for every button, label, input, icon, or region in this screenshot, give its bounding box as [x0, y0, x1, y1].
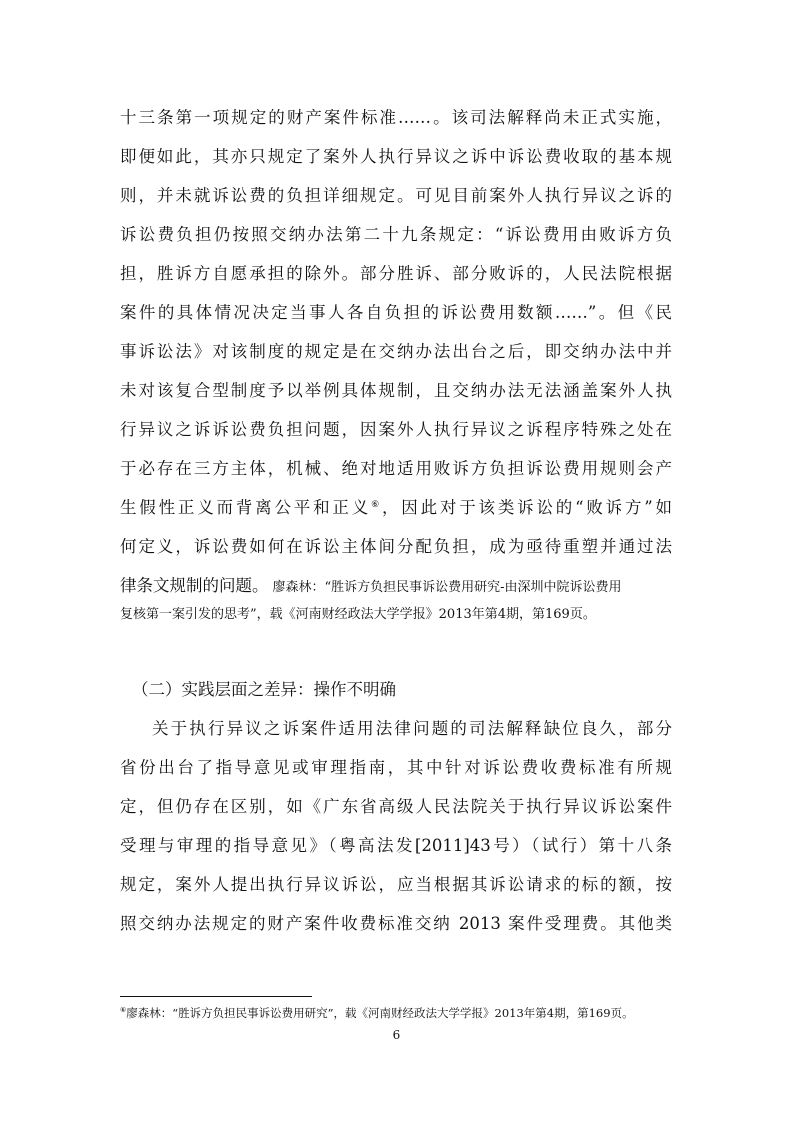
section-line: 关于执行异议之诉案件适用法律问题的司法解释缺位良久，部分 [152, 719, 672, 738]
body-text: ，因此对于该类诉讼的“败诉方”如 [381, 498, 673, 517]
page-number: 6 [392, 1028, 401, 1042]
body-line: 诉讼费负担仍按照交纳办法第二十九条规定：“诉讼费用由败诉方负 [120, 225, 672, 244]
body-line: 则，并未就诉讼费的负担详细规定。可见目前案外人执行异议之诉的 [120, 186, 672, 205]
body-line: 于必存在三方主体，机械、绝对地适用败诉方负担诉讼费用规则会产 [120, 459, 672, 478]
body-text: 生假性正义而背离公平和正义 [120, 498, 372, 517]
footnote-marker: ⑥ [120, 1006, 127, 1014]
body-line: 十三条第一项规定的财产案件标准……。该司法解释尚未正式实施， [120, 108, 672, 127]
section-line: 定，但仍存在区别，如《广东省高级人民法院关于执行异议诉讼案件 [120, 797, 672, 816]
footnote-ref-marker[interactable]: ⑥ [371, 500, 382, 510]
body-line: 即便如此，其亦只规定了案外人执行异议之诉中诉讼费收取的基本规 [120, 147, 672, 166]
section-line: 规定，案外人提出执行异议诉讼，应当根据其诉讼请求的标的额，按 [120, 875, 672, 894]
body-line: 担，胜诉方自愿承担的除外。部分胜诉、部分败诉的，人民法院根据 [120, 264, 672, 283]
section-line: 照交纳办法规定的财产案件收费标准交纳 2013 案件受理费。其他类 [120, 914, 672, 933]
section-line: 省份出台了指导意见或审理指南，其中针对诉讼费收费标准有所规 [120, 758, 672, 777]
body-line-with-footnote-ref [120, 498, 672, 518]
body-line: 案件的具体情况决定当事人各自负担的诉讼费用数额……”。但《民 [120, 303, 672, 322]
footnote [120, 1005, 634, 1021]
inline-note-text: 廖森林：“胜诉方负担民事诉讼费用研究-由深圳中院诉讼费用 [272, 580, 622, 595]
section-heading: （二）实践层面之差异：操作不明确 [132, 680, 396, 699]
footnote-divider [120, 996, 312, 997]
section-line: 受理与审理的指导意见》（粤高法发[2011]43号）（试行）第十八条 [120, 836, 672, 855]
inline-note-line: 复核第一案引发的思考”，载《河南财经政法大学学报》2013年第4期，第169页。 [120, 607, 596, 622]
body-text: 律条文规制的问题。 [120, 576, 269, 595]
body-line: 事诉讼法》对该制度的规定是在交纳办法出台之后，即交纳办法中并 [120, 342, 672, 361]
body-line: 何定义，诉讼费如何在诉讼主体间分配负担，成为亟待重塑并通过法 [120, 537, 672, 556]
body-line: 行异议之诉诉讼费负担问题，因案外人执行异议之诉程序特殊之处在 [120, 420, 672, 439]
footnote-text: 廖森林：“胜诉方负担民事诉讼费用研究”，载《河南财经政法大学学报》2013年第4期，第169页。 [126, 1006, 634, 1020]
body-line-with-inline-note [120, 576, 622, 597]
body-line: 未对该复合型制度予以举例具体规制，且交纳办法无法涵盖案外人执 [120, 381, 672, 400]
